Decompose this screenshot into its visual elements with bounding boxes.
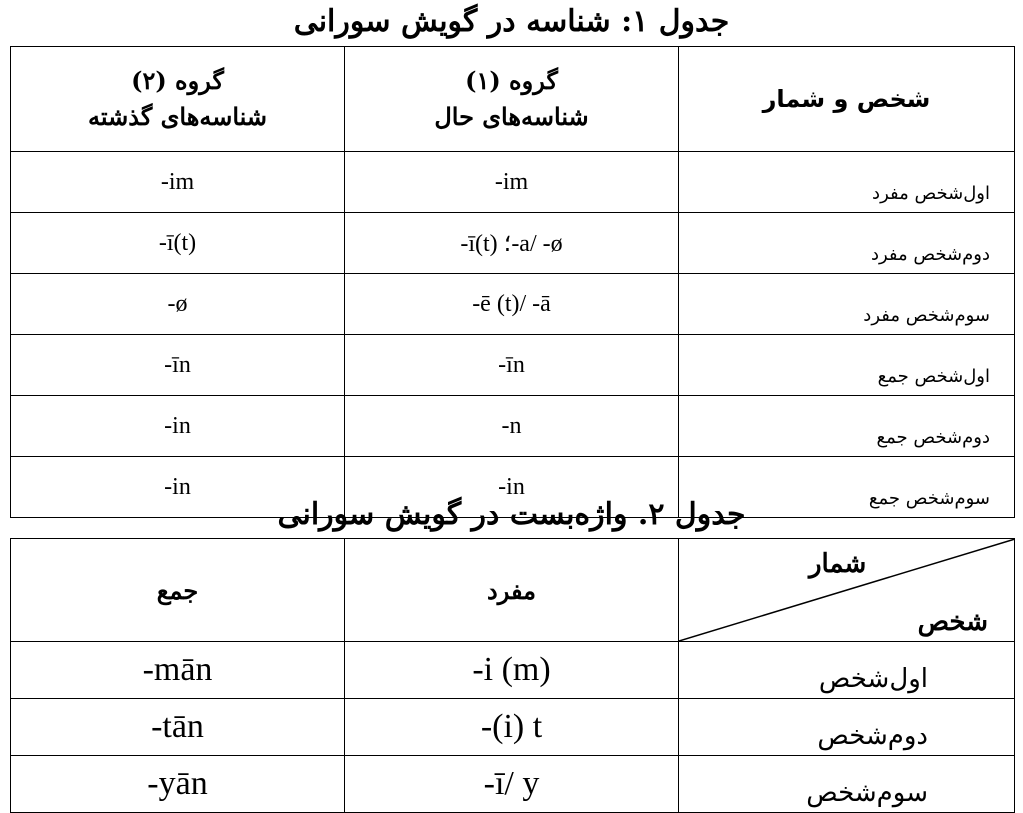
table1-title: جدول ۱: شناسه در گویش سورانی <box>293 4 730 39</box>
row-singular-value: -i (m) <box>345 642 679 699</box>
row-person-label: اول‌شخص جمع <box>679 335 1015 396</box>
row-past-value: -ø <box>11 274 345 335</box>
table2-title: جدول ۲. واژه‌بست در گویش سورانی <box>277 497 746 532</box>
row-past-value: -in <box>11 457 345 518</box>
table-row <box>11 335 1015 396</box>
row-person-label: سوم‌شخص جمع <box>679 457 1015 518</box>
row-singular-value: -(i) t <box>345 699 679 756</box>
header-group1-line1: گروه (۱) <box>465 66 558 95</box>
table1-header-row <box>11 47 1015 152</box>
row-person-label: دوم‌شخص <box>679 699 1015 756</box>
row-plural-value: -tān <box>11 699 345 756</box>
table-row <box>11 213 1015 274</box>
row-plural-value: -mān <box>11 642 345 699</box>
header-number: شمار <box>809 549 867 579</box>
header-group1 <box>345 47 679 152</box>
header-singular: مفرد <box>345 539 679 642</box>
row-plural-value: -yān <box>11 756 345 813</box>
row-present-value: -n <box>345 396 679 457</box>
table2-header-row <box>11 539 1015 642</box>
row-person-label: اول‌شخص <box>679 642 1015 699</box>
row-past-value: -in <box>11 396 345 457</box>
row-person-label: دوم‌شخص مفرد <box>679 213 1015 274</box>
row-person-label: سوم‌شخص مفرد <box>679 274 1015 335</box>
row-past-value: -īn <box>11 335 345 396</box>
row-present-value: -ī(t) ؛-a/ -ø <box>345 213 679 274</box>
header-group1-line2: شناسه‌های حال <box>434 102 589 131</box>
row-person-label: دوم‌شخص جمع <box>679 396 1015 457</box>
row-present-value: -īn <box>345 335 679 396</box>
header-plural: جمع <box>11 539 345 642</box>
row-present-value: -in <box>345 457 679 518</box>
header-group2 <box>11 47 345 152</box>
header-person-number: شخص و شمار <box>679 47 1015 152</box>
row-present-value: -ē (t)/ -ā <box>345 274 679 335</box>
header-person: شخص <box>917 607 988 637</box>
row-person-label: سوم‌شخص <box>679 756 1015 813</box>
table-row <box>11 396 1015 457</box>
table-row <box>11 642 1015 699</box>
row-past-value: -im <box>11 152 345 213</box>
table-row <box>11 699 1015 756</box>
table-row <box>11 152 1015 213</box>
table2-clitics <box>10 538 1015 813</box>
header-group2-line1: گروه (۲) <box>131 66 224 95</box>
row-singular-value: -ī/ y <box>345 756 679 813</box>
row-present-value: -im <box>345 152 679 213</box>
row-person-label: اول‌شخص مفرد <box>679 152 1015 213</box>
header-group2-line2: شناسه‌های گذشته <box>88 102 267 131</box>
header-diagonal-cell <box>679 539 1015 642</box>
table-row <box>11 274 1015 335</box>
table1-person-endings <box>10 46 1015 518</box>
table-row <box>11 756 1015 813</box>
row-past-value: -ī(t) <box>11 213 345 274</box>
